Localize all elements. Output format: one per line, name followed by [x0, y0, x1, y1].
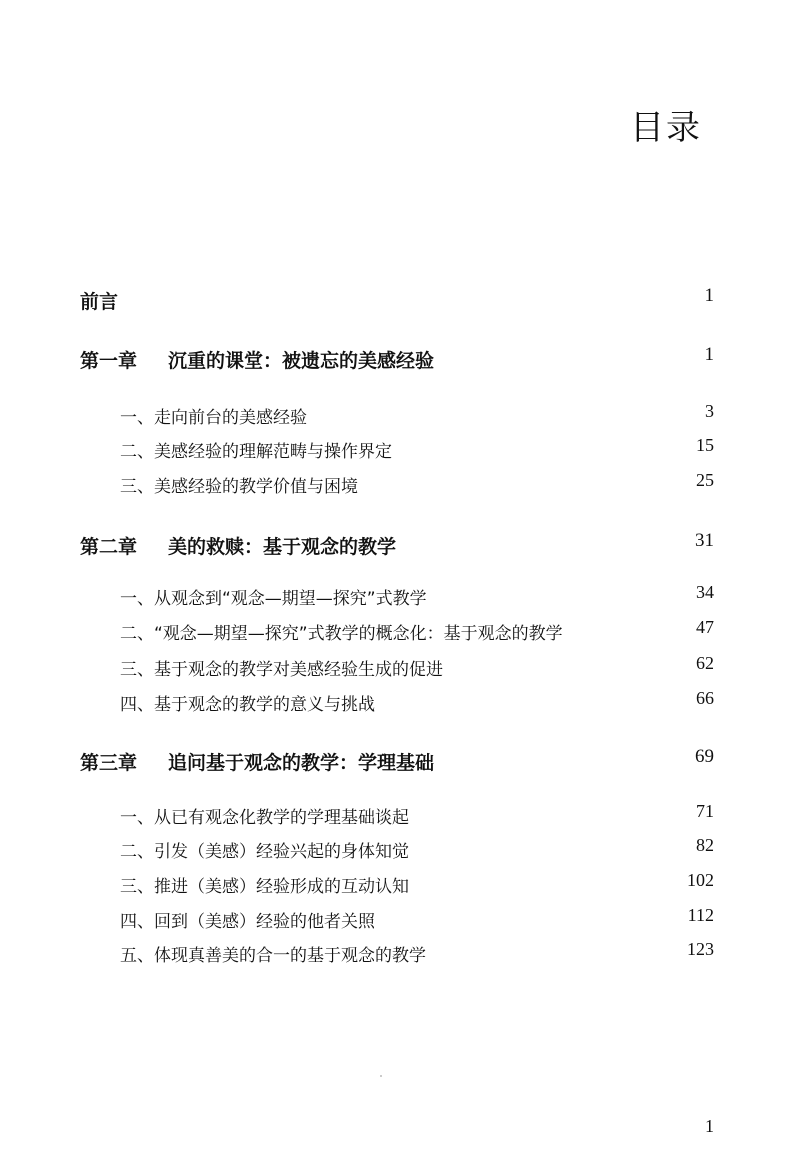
chapter-number: 第一章	[80, 350, 138, 372]
toc-entry-label	[80, 748, 434, 775]
toc-entry-label: 一、从观念到“观念—期望—探究”式教学	[120, 589, 427, 609]
scan-speck	[380, 1075, 382, 1077]
page-number: 1	[705, 1116, 714, 1136]
toc-entry-page: 25	[696, 470, 714, 490]
toc-entry-page: 123	[687, 939, 714, 959]
toc-entry-page: 34	[696, 582, 714, 602]
toc-entry-label: 二、引发（美感）经验兴起的身体知觉	[120, 842, 409, 862]
toc-entry-label: 三、推进（美感）经验形成的互动认知	[120, 877, 409, 897]
toc-entry-label: 三、基于观念的教学对美感经验生成的促进	[120, 660, 443, 680]
toc-entry-section[interactable]	[0, 433, 790, 467]
toc-entry-page: 15	[696, 435, 714, 455]
toc-entry-section[interactable]	[0, 399, 790, 433]
toc-entry-chapter-1[interactable]	[0, 342, 790, 376]
chapter-number: 第二章	[80, 536, 138, 558]
chapter-title: 美的救赎：基于观念的教学	[168, 536, 397, 558]
toc-entry-section[interactable]	[0, 651, 790, 685]
toc-entry-label: 四、基于观念的教学的意义与挑战	[120, 695, 375, 715]
toc-entry-section[interactable]	[0, 903, 790, 937]
toc-entry-section[interactable]	[0, 468, 790, 502]
toc-entry-label: 三、美感经验的教学价值与困境	[120, 477, 358, 497]
toc-entry-section[interactable]	[0, 615, 790, 649]
chapter-title: 追问基于观念的教学：学理基础	[168, 752, 435, 774]
toc-entry-label: 前言	[80, 291, 119, 313]
toc-entry-preface[interactable]	[0, 283, 790, 317]
toc-entry-page: 3	[705, 401, 714, 421]
toc-entry-section[interactable]	[0, 799, 790, 833]
chapter-number: 第三章	[80, 752, 138, 774]
toc-entry-label: 一、从已有观念化教学的学理基础谈起	[120, 808, 409, 828]
chapter-title: 沉重的课堂：被遗忘的美感经验	[168, 350, 435, 372]
toc-entry-label: 二、“观念—期望—探究”式教学的概念化：基于观念的教学	[120, 624, 563, 644]
toc-entry-page: 1	[704, 285, 714, 306]
toc-entry-page: 69	[695, 746, 714, 767]
toc-entry-section[interactable]	[0, 686, 790, 720]
toc-entry-section[interactable]	[0, 868, 790, 902]
toc-entry-section[interactable]	[0, 580, 790, 614]
toc-entry-page: 71	[696, 801, 714, 821]
page-title: 目录	[630, 108, 702, 148]
toc-entry-label: 五、体现真善美的合一的基于观念的教学	[120, 946, 426, 966]
toc-entry-label: 四、回到（美感）经验的他者关照	[120, 912, 375, 932]
toc-entry-section[interactable]	[0, 833, 790, 867]
toc-entry-label: 一、走向前台的美感经验	[120, 408, 307, 428]
toc-entry-page: 112	[687, 905, 714, 925]
toc-entry-section[interactable]	[0, 937, 790, 971]
toc-entry-chapter-3[interactable]	[0, 744, 790, 778]
toc-entry-chapter-2[interactable]	[0, 528, 790, 562]
toc-entry-page: 102	[687, 870, 714, 890]
toc-entry-page: 62	[696, 653, 714, 673]
toc-entry-label	[80, 346, 434, 373]
toc-entry-page: 31	[695, 530, 714, 551]
toc-entry-page: 66	[696, 688, 714, 708]
toc-entry-page: 1	[704, 344, 714, 365]
toc-entry-page: 82	[696, 835, 714, 855]
toc-entry-label: 二、美感经验的理解范畴与操作界定	[120, 442, 392, 462]
toc-entry-page: 47	[696, 617, 714, 637]
toc-entry-label	[80, 532, 396, 559]
